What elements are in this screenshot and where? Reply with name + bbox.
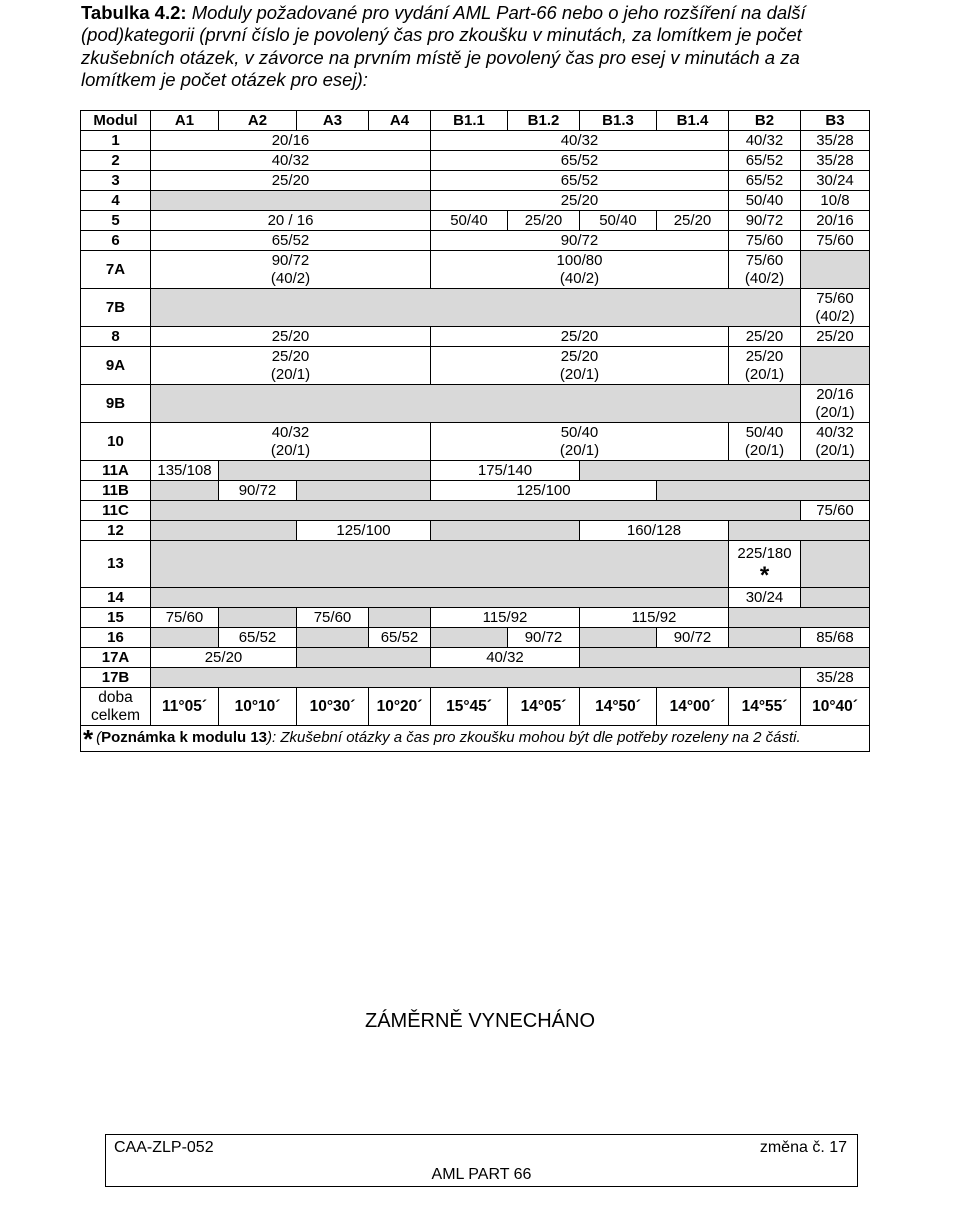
table-row xyxy=(81,131,870,151)
module-cell: 14 xyxy=(81,588,151,608)
asterisk-mark: * xyxy=(759,562,770,588)
module-cell: 12 xyxy=(81,521,151,541)
module-cell: 7B xyxy=(81,289,151,327)
table-row xyxy=(81,648,870,668)
empty-cell xyxy=(151,521,297,541)
empty-cell xyxy=(729,608,870,628)
total-label: doba celkem xyxy=(81,688,151,726)
table-cell: 65/52 xyxy=(431,171,729,191)
table-cell: 35/28 xyxy=(801,668,870,688)
table-cell: 50/40 (20/1) xyxy=(431,423,729,461)
table-cell: 25/20 xyxy=(151,327,431,347)
empty-cell xyxy=(151,668,801,688)
table-cell: 90/72 xyxy=(657,628,729,648)
header-modul: Modul xyxy=(81,111,151,131)
empty-cell xyxy=(580,648,870,668)
table-cell: 35/28 xyxy=(801,151,870,171)
table-cell: 100/80 (40/2) xyxy=(431,251,729,289)
empty-cell xyxy=(801,588,870,608)
table-row xyxy=(81,588,870,608)
table-cell: 40/32 xyxy=(151,151,431,171)
module-cell: 1 xyxy=(81,131,151,151)
table-cell: 30/24 xyxy=(801,171,870,191)
table-cell: 25/20 (20/1) xyxy=(729,347,801,385)
table-cell: 50/40 xyxy=(431,211,508,231)
table-row xyxy=(81,151,870,171)
module-cell: 15 xyxy=(81,608,151,628)
caption-label: Tabulka 4.2: xyxy=(81,2,187,23)
empty-cell xyxy=(297,628,369,648)
table-row xyxy=(81,521,870,541)
table-cell: 85/68 xyxy=(801,628,870,648)
header-b14: B1.4 xyxy=(657,111,729,131)
empty-cell xyxy=(657,481,870,501)
empty-cell xyxy=(151,588,729,608)
header-b3: B3 xyxy=(801,111,870,131)
empty-cell xyxy=(151,541,729,588)
table-cell: 25/20 xyxy=(729,327,801,347)
table-cell: 25/20 xyxy=(431,191,729,211)
footer-title: AML PART 66 xyxy=(431,1166,532,1183)
table-cell: 25/20 xyxy=(657,211,729,231)
table-cell: 50/40 (20/1) xyxy=(729,423,801,461)
total-cell: 14°55´ xyxy=(729,688,801,726)
empty-cell xyxy=(151,191,431,211)
table-cell: 90/72 xyxy=(508,628,580,648)
table-header-row xyxy=(81,111,870,131)
table-cell: 75/60 (40/2) xyxy=(729,251,801,289)
modules-table xyxy=(80,110,870,752)
module-cell: 11C xyxy=(81,501,151,521)
empty-cell xyxy=(151,481,219,501)
table-row xyxy=(81,501,870,521)
table-cell: 90/72 (40/2) xyxy=(151,251,431,289)
empty-cell xyxy=(151,501,801,521)
table-cell: 75/60 (40/2) xyxy=(801,289,870,327)
empty-cell xyxy=(431,521,580,541)
table-cell: 25/20 xyxy=(801,327,870,347)
table-cell: 75/60 xyxy=(151,608,219,628)
table-cell: 25/20 xyxy=(151,648,297,668)
total-cell: 10°30´ xyxy=(297,688,369,726)
empty-cell xyxy=(729,521,870,541)
table-cell: 115/92 xyxy=(580,608,729,628)
empty-cell xyxy=(801,251,870,289)
table-row xyxy=(81,461,870,481)
empty-cell xyxy=(369,608,431,628)
table-cell: 25/20 xyxy=(508,211,580,231)
table-cell: 40/32 xyxy=(729,131,801,151)
empty-cell xyxy=(801,347,870,385)
table-row xyxy=(81,171,870,191)
table-caption xyxy=(81,2,871,91)
header-a4: A4 xyxy=(369,111,431,131)
empty-cell xyxy=(297,648,431,668)
note-heading: Poznámka k modulu 13 xyxy=(101,729,268,746)
table-cell: 20/16 xyxy=(801,211,870,231)
table-cell: 75/60 xyxy=(729,231,801,251)
table-cell: 10/8 xyxy=(801,191,870,211)
table-cell: 20/16 (20/1) xyxy=(801,385,870,423)
module-cell: 13 xyxy=(81,541,151,588)
footer-doc-id: CAA-ZLP-052 xyxy=(114,1139,214,1156)
table-cell: 75/60 xyxy=(297,608,369,628)
module-cell: 17A xyxy=(81,648,151,668)
table-cell: 65/52 xyxy=(431,151,729,171)
header-a3: A3 xyxy=(297,111,369,131)
module-cell: 3 xyxy=(81,171,151,191)
empty-cell xyxy=(580,461,870,481)
header-b2: B2 xyxy=(729,111,801,131)
module-cell: 9B xyxy=(81,385,151,423)
module-cell: 7A xyxy=(81,251,151,289)
header-b11: B1.1 xyxy=(431,111,508,131)
table-cell: 40/32 xyxy=(431,648,580,668)
empty-cell xyxy=(297,481,431,501)
footer-change: změna č. 17 xyxy=(759,1139,847,1156)
table-row xyxy=(81,385,870,423)
table-cell: 115/92 xyxy=(431,608,580,628)
module-cell: 4 xyxy=(81,191,151,211)
table-cell: 25/20 xyxy=(431,327,729,347)
header-a2: A2 xyxy=(219,111,297,131)
table-cell: 175/140 xyxy=(431,461,580,481)
table-row xyxy=(81,423,870,461)
total-row xyxy=(81,688,870,726)
total-cell: 15°45´ xyxy=(431,688,508,726)
table-cell: 40/32 xyxy=(431,131,729,151)
note-asterisk: * xyxy=(83,725,94,752)
table-cell: 90/72 xyxy=(431,231,729,251)
header-b13: B1.3 xyxy=(580,111,657,131)
module-cell: 10 xyxy=(81,423,151,461)
note-text: ): Zkušební otázky a čas pro zkoušku mohou být dle potřeby rozeleny na 2 části. xyxy=(267,729,801,746)
empty-cell xyxy=(729,628,801,648)
total-cell: 14°00´ xyxy=(657,688,729,726)
module-cell: 17B xyxy=(81,668,151,688)
empty-cell xyxy=(219,461,431,481)
table-cell: 40/32 (20/1) xyxy=(151,423,431,461)
total-cell: 10°40´ xyxy=(801,688,870,726)
module-cell: 8 xyxy=(81,327,151,347)
table-cell: 50/40 xyxy=(729,191,801,211)
table-row xyxy=(81,191,870,211)
table-row xyxy=(81,347,870,385)
table-cell: 20/16 xyxy=(151,131,431,151)
module-13-note: * (Poznámka k modulu 13): Zkušební otázky a čas pro zkoušku mohou být dle potřeby rozeleny na 2 části. xyxy=(81,726,870,752)
table-cell: 35/28 xyxy=(801,131,870,151)
total-cell: 10°10´ xyxy=(219,688,297,726)
page-footer xyxy=(105,1134,858,1187)
table-cell: 25/20 xyxy=(151,171,431,191)
module-cell: 11A xyxy=(81,461,151,481)
table-row xyxy=(81,289,870,327)
table-cell: 225/180 * xyxy=(729,541,801,588)
table-cell: 65/52 xyxy=(729,151,801,171)
table-cell: 90/72 xyxy=(729,211,801,231)
table-cell: 65/52 xyxy=(219,628,297,648)
module-cell: 2 xyxy=(81,151,151,171)
table-cell: 160/128 xyxy=(580,521,729,541)
total-cell: 14°50´ xyxy=(580,688,657,726)
table-row xyxy=(81,211,870,231)
module-cell: 16 xyxy=(81,628,151,648)
table-cell: 125/100 xyxy=(431,481,657,501)
empty-cell xyxy=(801,541,870,588)
table-row xyxy=(81,251,870,289)
table-row xyxy=(81,541,870,588)
table-cell: 30/24 xyxy=(729,588,801,608)
empty-cell xyxy=(151,628,219,648)
table-cell: 65/52 xyxy=(369,628,431,648)
module-cell: 6 xyxy=(81,231,151,251)
empty-cell xyxy=(431,628,508,648)
table-row xyxy=(81,231,870,251)
table-cell: 75/60 xyxy=(801,231,870,251)
header-b12: B1.2 xyxy=(508,111,580,131)
table-cell: 25/20 (20/1) xyxy=(431,347,729,385)
table-cell: 40/32 (20/1) xyxy=(801,423,870,461)
table-row xyxy=(81,481,870,501)
table-cell: 90/72 xyxy=(219,481,297,501)
empty-cell xyxy=(580,628,657,648)
empty-cell xyxy=(219,608,297,628)
total-cell: 14°05´ xyxy=(508,688,580,726)
module-cell: 9A xyxy=(81,347,151,385)
table-cell: 50/40 xyxy=(580,211,657,231)
table-cell: 20 / 16 xyxy=(151,211,431,231)
empty-cell xyxy=(151,289,801,327)
module-cell: 5 xyxy=(81,211,151,231)
table-cell: 135/108 xyxy=(151,461,219,481)
total-cell: 10°20´ xyxy=(369,688,431,726)
table-row xyxy=(81,628,870,648)
module-cell: 11B xyxy=(81,481,151,501)
table-cell: 75/60 xyxy=(801,501,870,521)
total-cell: 11°05´ xyxy=(151,688,219,726)
omitted-notice: ZÁMĚRNĚ VYNECHÁNO xyxy=(364,1010,596,1032)
table-cell: 65/52 xyxy=(729,171,801,191)
note-row xyxy=(81,726,870,752)
table-row xyxy=(81,327,870,347)
table-row xyxy=(81,668,870,688)
table-cell: 125/100 xyxy=(297,521,431,541)
table-row xyxy=(81,608,870,628)
table-cell: 65/52 xyxy=(151,231,431,251)
table-cell: 25/20 (20/1) xyxy=(151,347,431,385)
empty-cell xyxy=(151,385,801,423)
header-a1: A1 xyxy=(151,111,219,131)
caption-text: Moduly požadované pro vydání AML Part-66 nebo o jeho rozšíření na další (pod)kategorii (první číslo je povolený čas pro zkoušku v minutách, za lomítkem je počet zkušebních otázek, v závorce na prvním místě je povolený čas pro esej v minutách a za lomítkem je počet otázek pro esej): xyxy=(81,2,806,90)
